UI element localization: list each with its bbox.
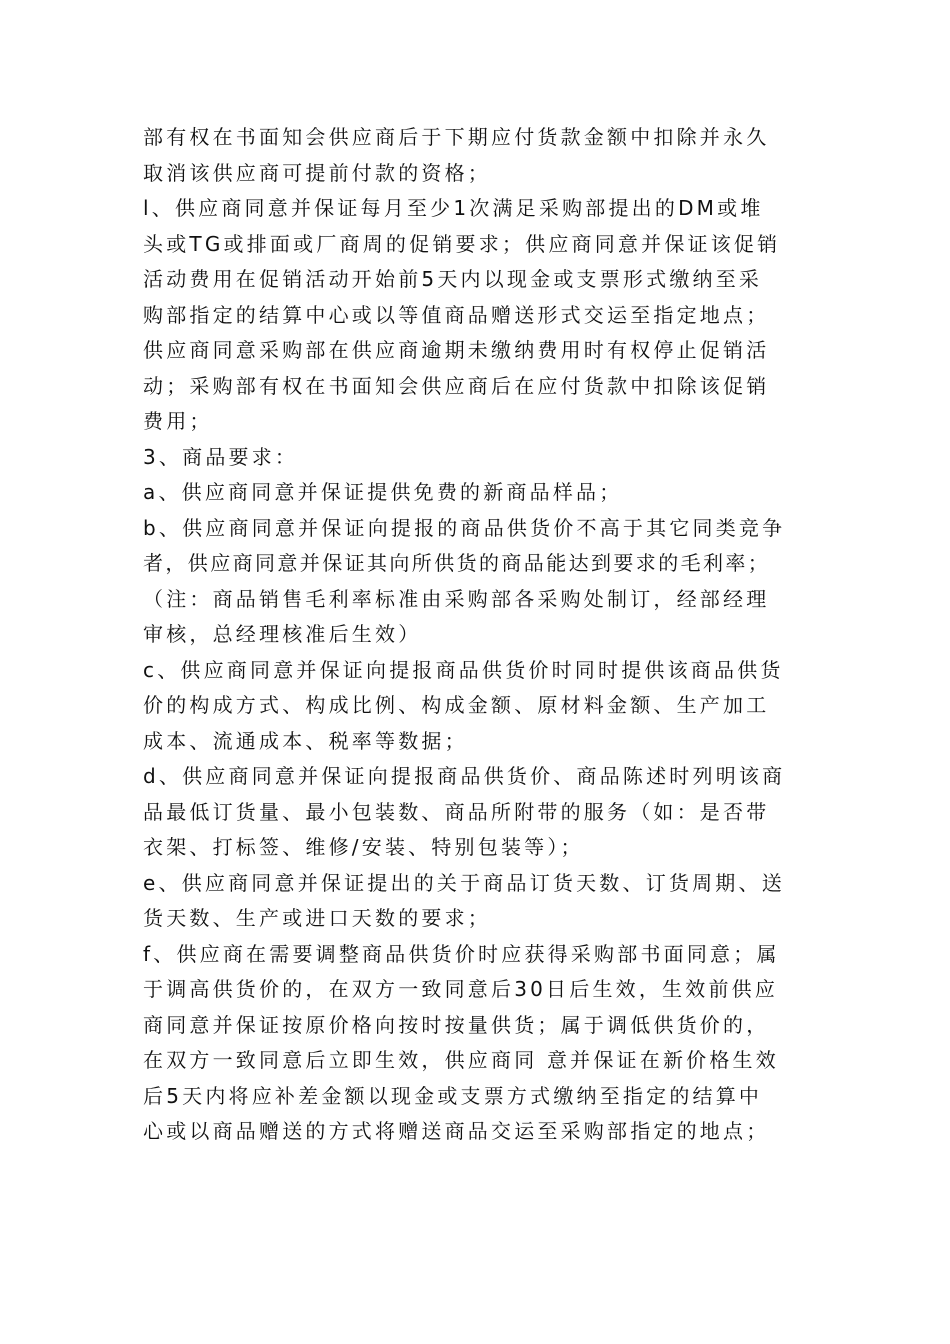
text-line: 成本、流通成本、税率等数据；: [143, 728, 468, 753]
text-line: （注：商品销售毛利率标准由采购部各采购处制订，经部经理: [143, 586, 770, 611]
text-line: 者，供应商同意并保证其向所供货的商品能达到要求的毛利率；: [143, 551, 771, 575]
text-line: 商同意并保证按原价格向按时按量供货；属于调低供货价的，: [143, 1012, 770, 1037]
text-line: 品最低订货量、最小包装数、商品所附带的服务（如：是否带: [143, 799, 770, 824]
text-line: 心或以商品赠送的方式将赠送商品交运至采购部指定的地点；: [143, 1119, 770, 1143]
text-line: 后5天内将应补差金额以现金或支票方式缴纳至指定的结算中: [143, 1083, 763, 1108]
text-line: 货天数、生产或进口天数的要求；: [143, 906, 491, 930]
section-heading: 3、商品要求：: [143, 444, 299, 469]
text-line: d、供应商同意并保证向提报商品供货价、商品陈述时列明该商: [143, 764, 786, 788]
text-line: 动；采购部有权在书面知会供应商后在应付货款中扣除该促销: [143, 373, 770, 398]
text-line: 价的构成方式、构成比例、构成金额、原材料金额、生产加工: [143, 693, 770, 717]
text-line: e、供应商同意并保证提出的关于商品订货天数、订货周期、送: [143, 870, 785, 895]
text-line: l、供应商同意并保证每月至少1次满足采购部提出的DM或堆: [143, 196, 764, 220]
text-line: 部有权在书面知会供应商后于下期应付货款金额中扣除并永久: [143, 125, 770, 149]
text-line: 在双方一致同意后立即生效，供应商同 意并保证在新价格生效: [143, 1048, 779, 1072]
text-line: 购部指定的结算中心或以等值商品赠送形式交运至指定地点；: [143, 302, 770, 327]
text-line: 费用；: [143, 409, 213, 433]
text-line: 衣架、打标签、维修/安装、特别包装等）；: [143, 835, 584, 859]
text-line: 供应商同意采购部在供应商逾期未缴纳费用时有权停止促销活: [143, 338, 770, 362]
text-line: c、供应商同意并保证向提报商品供货价时同时提供该商品供货: [143, 657, 784, 682]
text-line: 头或TG或排面或厂商周的促销要求；供应商同意并保证该促销: [143, 231, 781, 256]
text-line: f、供应商在需要调整商品供货价时应获得采购部书面同意；属: [143, 941, 780, 966]
text-line: a、供应商同意并保证提供免费的新商品样品；: [143, 480, 623, 504]
text-line: b、供应商同意并保证向提报的商品供货价不高于其它同类竞争: [143, 515, 786, 540]
text-line: 于调高供货价的，在双方一致同意后30日后生效，生效前供应: [143, 977, 779, 1001]
document-body: [143, 120, 823, 1150]
text-line: 取消该供应商可提前付款的资格；: [143, 160, 491, 185]
text-line: 活动费用在促销活动开始前5天内以现金或支票形式缴纳至采: [143, 267, 763, 291]
text-line: 审核，总经理核准后生效）: [143, 622, 422, 646]
